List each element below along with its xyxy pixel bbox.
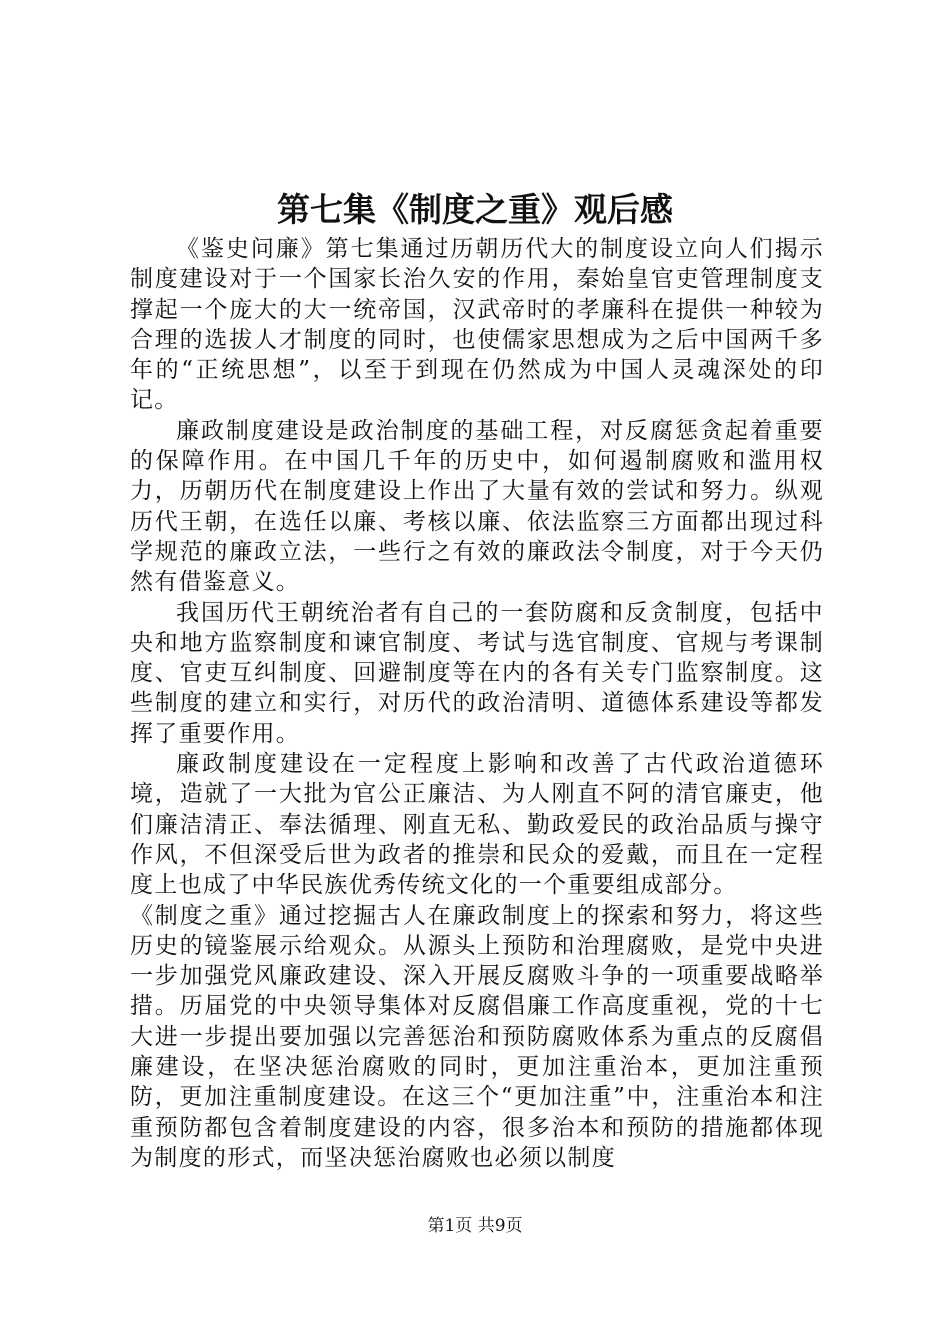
paragraph-5: 《制度之重》通过挖掘古人在廉政制度上的探索和努力，将这些历史的镜鉴展示给观众。从源头上预防和治理腐败，是党中央进一步加强党风廉政建设、深入开展反腐败斗争的一项重要战略举措。历届党的中央领导集体对反腐倡廉工作高度重视，党的十七大进一步提出要加强以完善惩治和预防腐败体系为重点的反腐倡廉建设，在坚决惩治腐败的同时，更加注重治本，更加注重预防，更加注重制度建设。在这三个“更加注重”中，注重治本和注重预防都包含着制度建设的内容，很多治本和预防的措施都体现为制度的形式，而坚决惩治腐败也必须以制度 bbox=[130, 902, 824, 1171]
document-body bbox=[130, 234, 824, 1173]
paragraph-4: 廉政制度建设在一定程度上影响和改善了古代政治道德环境，造就了一大批为官公正廉洁、为人刚直不阿的清官廉吏，他们廉洁清正、奉法循理、刚直无私、勤政爱民的政治品质与操守作风，不但深受后世为政者的推崇和民众的爱戴，而且在一定程度上也成了中华民族优秀传统文化的一个重要组成部分。 bbox=[130, 751, 824, 899]
paragraph-2: 廉政制度建设是政治制度的基础工程，对反腐惩贪起着重要的保障作用。在中国几千年的历史中，如何遏制腐败和滥用权力，历朝历代在制度建设上作出了大量有效的尝试和努力。纵观历代王朝，在选任以廉、考核以廉、依法监察三方面都出现过科学规范的廉政立法，一些行之有效的廉政法令制度，对于今天仍然有借鉴意义。 bbox=[130, 417, 824, 596]
page-number-footer: 第1页 共9页 bbox=[427, 1216, 523, 1236]
document-title: 第七集《制度之重》观后感 bbox=[277, 190, 673, 229]
paragraph-1: 《鉴史问廉》第七集通过历朝历代大的制度设立向人们揭示制度建设对于一个国家长治久安的作用，秦始皇官吏管理制度支撑起一个庞大的大一统帝国，汉武帝时的孝廉科在提供一种较为合理的选拔人才制度的同时，也使儒家思想成为之后中国两千多年的“正统思想”，以至于到现在仍然成为中国人灵魂深处的印记。 bbox=[130, 236, 824, 414]
paragraph-3: 我国历代王朝统治者有自己的一套防腐和反贪制度，包括中央和地方监察制度和谏官制度、考试与选官制度、官规与考课制度、官吏互纠制度、回避制度等在内的各有关专门监察制度。这些制度的建立和实行，对历代的政治清明、道德体系建设等都发挥了重要作用。 bbox=[130, 599, 824, 747]
